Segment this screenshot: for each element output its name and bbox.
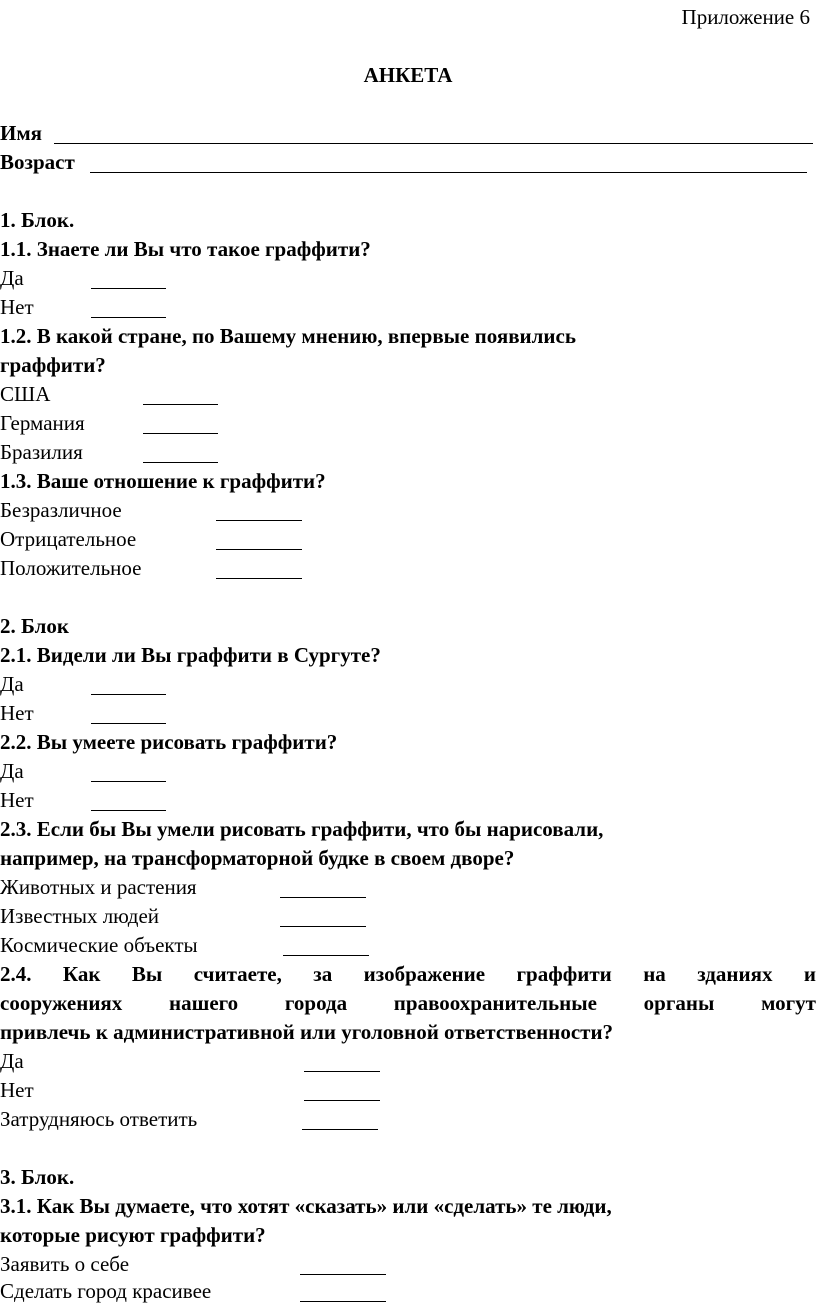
answer-blank[interactable] xyxy=(91,723,166,724)
answer-blank[interactable] xyxy=(302,1129,378,1130)
answer-blank[interactable] xyxy=(91,694,166,695)
option-label: Положительное xyxy=(0,556,142,580)
option-label: Сделать город красивее xyxy=(0,1279,212,1303)
question-3-1-line2: которые рисуют граффити? xyxy=(0,1223,266,1247)
option-label: Безразличное xyxy=(0,498,122,522)
question-1-1: 1.1. Знаете ли Вы что такое граффити? xyxy=(0,237,371,261)
question-1-2-line1: 1.2. В какой стране, по Вашему мнению, впервые появились xyxy=(0,324,576,348)
answer-blank[interactable] xyxy=(216,549,302,550)
option-label: Нет xyxy=(0,701,34,725)
answer-blank[interactable] xyxy=(300,1301,386,1302)
option-label: Да xyxy=(0,759,24,783)
answer-blank[interactable] xyxy=(216,578,302,579)
page-title: АНКЕТА xyxy=(363,63,453,87)
question-2-3-line2: например, на трансформаторной будке в своем дворе? xyxy=(0,846,515,870)
question-2-4-line2: сооружениях нашего города правоохранительные органы могут xyxy=(0,991,816,1015)
option-label: Нет xyxy=(0,1078,34,1102)
option-label: Заявить о себе xyxy=(0,1252,130,1276)
option-label: Животных и растения xyxy=(0,875,197,899)
option-label: США xyxy=(0,382,51,406)
question-2-4-line3: привлечь к административной или уголовной ответственности? xyxy=(0,1020,614,1044)
block3-heading: 3. Блок. xyxy=(0,1165,75,1189)
option-label: Да xyxy=(0,266,24,290)
question-1-3: 1.3. Ваше отношение к граффити? xyxy=(0,469,326,493)
answer-blank[interactable] xyxy=(91,317,166,318)
answer-blank[interactable] xyxy=(280,897,366,898)
option-label: Германия xyxy=(0,411,85,435)
option-label: Отрицательное xyxy=(0,527,137,551)
answer-blank[interactable] xyxy=(304,1071,380,1072)
option-label: Бразилия xyxy=(0,440,83,464)
question-2-1: 2.1. Видели ли Вы граффити в Сургуте? xyxy=(0,643,381,667)
answer-blank[interactable] xyxy=(91,288,166,289)
option-label: Нет xyxy=(0,788,34,812)
name-field[interactable] xyxy=(54,143,813,144)
block2-heading: 2. Блок xyxy=(0,614,69,638)
appendix-label: Приложение 6 xyxy=(681,5,810,29)
answer-blank[interactable] xyxy=(91,781,166,782)
answer-blank[interactable] xyxy=(280,926,366,927)
question-2-2: 2.2. Вы умеете рисовать граффити? xyxy=(0,730,338,754)
age-label: Возраст xyxy=(0,150,75,174)
name-label: Имя xyxy=(0,121,42,145)
answer-blank[interactable] xyxy=(143,433,218,434)
question-2-3-line1: 2.3. Если бы Вы умели рисовать граффити, что бы нарисовали, xyxy=(0,817,604,841)
answer-blank[interactable] xyxy=(143,462,218,463)
option-label: Нет xyxy=(0,295,34,319)
question-3-1-line1: 3.1. Как Вы думаете, что хотят «сказать» или «сделать» те люди, xyxy=(0,1194,612,1218)
option-label: Затрудняюсь ответить xyxy=(0,1107,198,1131)
answer-blank[interactable] xyxy=(283,955,369,956)
option-label: Известных людей xyxy=(0,904,160,928)
option-label: Да xyxy=(0,1049,24,1073)
answer-blank[interactable] xyxy=(143,404,218,405)
answer-blank[interactable] xyxy=(216,520,302,521)
question-2-4-line1: 2.4. Как Вы считаете, за изображение граффити на зданиях и xyxy=(0,962,816,986)
question-1-2-line2: граффити? xyxy=(0,353,106,377)
block1-heading: 1. Блок. xyxy=(0,208,75,232)
answer-blank[interactable] xyxy=(300,1274,386,1275)
answer-blank[interactable] xyxy=(304,1100,380,1101)
answer-blank[interactable] xyxy=(91,810,166,811)
age-field[interactable] xyxy=(90,172,807,173)
option-label: Да xyxy=(0,672,24,696)
option-label: Космические объекты xyxy=(0,933,198,957)
